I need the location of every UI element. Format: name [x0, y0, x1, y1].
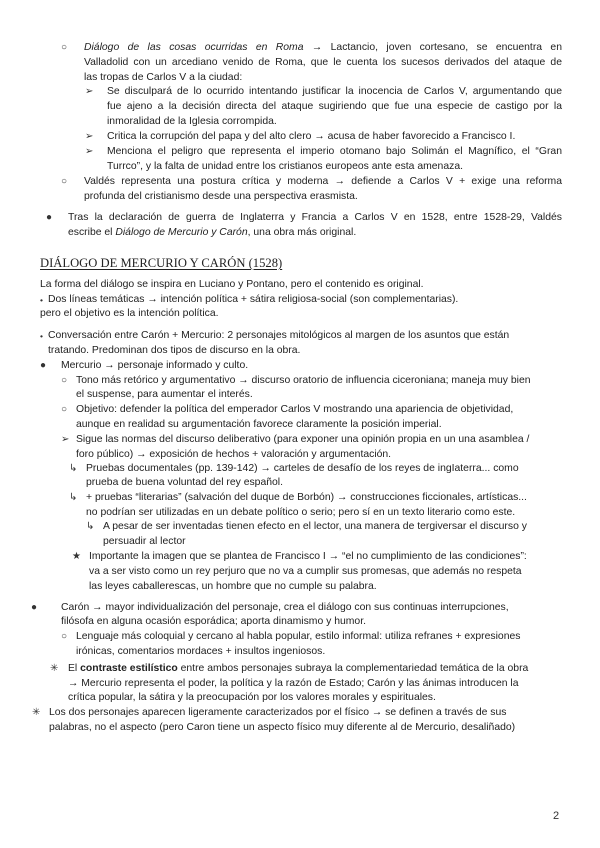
importante-line-1: Importante la imagen que se plantea de Francisco I → “el no cumplimiento de las condiciones”:: [89, 551, 527, 562]
arrowhead-bullet-icon: ➢: [85, 131, 94, 142]
guerra-line-1: Tras la declaración de guerra de Inglaterra y Francia a Carlos V en 1528, entre 1528-29, Valdés: [68, 212, 562, 223]
normas-line-1: Sigue las normas del discurso deliberativo (para exponer una opinión propia en un una asamblea /: [76, 434, 530, 445]
roma-line-1-text: → Lactancio, joven cortesano, se encuentra en: [303, 42, 562, 53]
critica-line: Critica la corrupción del papa y del alto clero → acusa de haber favorecido a Francisco I.: [107, 131, 516, 142]
circle-bullet-icon: ○: [61, 404, 68, 415]
small-dot-bullet-icon: •: [40, 295, 43, 305]
importante-line-2: va a ser visto como un rey perjuro que no va a cumplir sus promesas, que además no respeta: [89, 566, 522, 577]
roma-line-3: las tropas de Carlos V a la ciudad:: [84, 72, 243, 83]
caron-line-2: filósofa en alguna ocasión esporádica; aporta dinamismo y humor.: [61, 616, 366, 627]
fisico-line-1: Los dos personajes aparecen ligeramente caracterizados por el físico → se definen a través de sus: [49, 707, 507, 718]
arrowhead-bullet-icon: ➢: [61, 434, 70, 445]
guerra-line-2-pre: escribe el: [68, 227, 116, 238]
hook-arrow-icon: ↳: [69, 492, 78, 503]
section-title: DIÁLOGO DE MERCURIO Y CARÓN (1528): [40, 256, 283, 270]
tono-line-2: el suspense, para aumentar el interés.: [76, 389, 253, 400]
fisico-line-2: palabras, no el aspecto (pero Caron tiene un aspecto físico muy diferente al de Mercurio, desaliñado): [49, 722, 516, 733]
objetivo-line: pero el objetivo es la intención política.: [40, 308, 219, 319]
pruebas-line-2: prueba de buena voluntad del rey español.: [86, 477, 283, 488]
contraste-line-2: → Mercurio representa el poder, la política y la razón de Estado; Carón y las ánimas introducen la: [68, 678, 519, 689]
conversacion-line-2: tratando. Predominan dos tipos de discurso en la obra.: [48, 345, 301, 356]
roma-line-1: [84, 41, 562, 55]
hook-arrow-icon: ↳: [69, 463, 78, 474]
disculpa-line-2: fue ajeno a la decisión directa del ataque sugiriendo que fue una especie de castigo por la: [107, 101, 562, 112]
circle-bullet-icon: ○: [61, 375, 68, 386]
dot-bullet-icon: ●: [31, 602, 38, 613]
asterisk-icon: ✳: [32, 707, 41, 718]
tono-line-1: Tono más retórico y argumentativo → discurso oratorio de influencia ciceroniana; maneja muy bien: [76, 375, 531, 386]
objetivo-carlos-line-1: Objetivo: defender la política del emperador Carlos V mostrando una apariencia de objetividad,: [76, 404, 514, 415]
literarias-line-2: no podrían ser utilizadas en un debate político o serio; pero sí en un texto literario como este.: [86, 507, 516, 518]
page-number: 2: [553, 810, 560, 822]
circle-bullet-icon: ○: [61, 176, 68, 187]
work-title: Diálogo de Mercurio y Carón: [115, 227, 248, 238]
guerra-line-2-post: , una obra más original.: [247, 227, 357, 238]
dot-bullet-icon: ●: [40, 360, 47, 371]
contraste-pre: El: [68, 663, 81, 674]
disculpa-line-3: inmoralidad de la Iglesia corrompida.: [107, 116, 277, 127]
conversacion-line-1: Conversación entre Carón + Mercurio: 2 personajes mitológicos al margen de los asuntos que están: [48, 330, 510, 341]
roma-line-2: Valladolid con un arcediano venido de Roma, que le cuenta los sucesos derivados del ataque de: [84, 57, 562, 68]
lineas-line: Dos líneas temáticas → intención política + sátira religiosa-social (son complementarias).: [48, 294, 459, 305]
caron-line-1: Carón → mayor individualización del personaje, crea el diálogo con sus continuas interrupciones,: [61, 602, 509, 613]
dot-bullet-icon: ●: [46, 212, 53, 223]
contraste-line-1: [68, 662, 528, 676]
contraste-bold: contraste estilístico: [80, 663, 178, 674]
contraste-line-3: crítica popular, la sátira y la preocupación por los valores morales y espirituales.: [68, 692, 436, 703]
arrowhead-bullet-icon: ➢: [85, 86, 94, 97]
guerra-line-2: [68, 226, 356, 240]
contraste-post: entre ambos personajes subraya la complementariedad temática de la obra: [177, 663, 529, 674]
arrowhead-bullet-icon: ➢: [85, 146, 94, 157]
literarias-line-1: + pruebas “literarias” (salvación del duque de Borbón) → construcciones ficcionales, artísticas...: [86, 492, 527, 503]
small-dot-bullet-icon: •: [40, 331, 43, 341]
forma-line: La forma del diálogo se inspira en Luciano y Pontano, pero el contenido es original.: [40, 279, 424, 290]
menciona-line-2: Turrco”, y la falta de unidad entre los cristianos europeos ante esta amenaza.: [107, 161, 463, 172]
a-pesar-line-1: A pesar de ser inventadas tienen efecto en el lector, una manera de tergiversar el discurso y: [103, 521, 527, 532]
importante-line-3: las leyes caballerescas, un hombre que no cumple su palabra.: [89, 581, 377, 592]
valdes-line-1: Valdés representa una postura crítica y moderna → defiende a Carlos V + exige una reforma: [84, 176, 562, 187]
mercurio-line: Mercurio → personaje informado y culto.: [61, 360, 249, 371]
lenguaje-line-2: irónicas, comentarios mordaces + insultos ingeniosos.: [76, 646, 326, 657]
objetivo-carlos-line-2: aunque en realidad su argumentación favorece claramente la posición imperial.: [76, 419, 442, 430]
hook-arrow-icon: ↳: [86, 521, 95, 532]
disculpa-line-1: Se disculpará de lo ocurrido intentando justificar la inocencia de Carlos V, argumentando que: [107, 86, 562, 97]
lenguaje-line-1: Lenguaje más coloquial y cercano al habla popular, estilo informal: utiliza refranes + expresiones: [76, 631, 521, 642]
asterisk-icon: ✳: [50, 663, 59, 674]
pruebas-line-1: Pruebas documentales (pp. 139-142) → carteles de desafío de los reyes de ingIaterra... como: [86, 463, 519, 474]
menciona-line-1: Menciona el peligro que representa el imperio otomano bajo Solimán el Magnífico, el “Gran: [107, 146, 562, 157]
star-icon: ★: [72, 551, 81, 562]
a-pesar-line-2: persuadir al lector: [103, 536, 186, 547]
normas-line-2: foro público) → exposición de hechos + valoración y argumentación.: [76, 449, 392, 460]
valdes-line-2: profunda del cristianismo desde una perspectiva erasmista.: [84, 191, 358, 202]
roma-title: Diálogo de las cosas ocurridas en Roma: [84, 42, 304, 53]
circle-bullet-icon: ○: [61, 42, 68, 53]
circle-bullet-icon: ○: [61, 631, 68, 642]
